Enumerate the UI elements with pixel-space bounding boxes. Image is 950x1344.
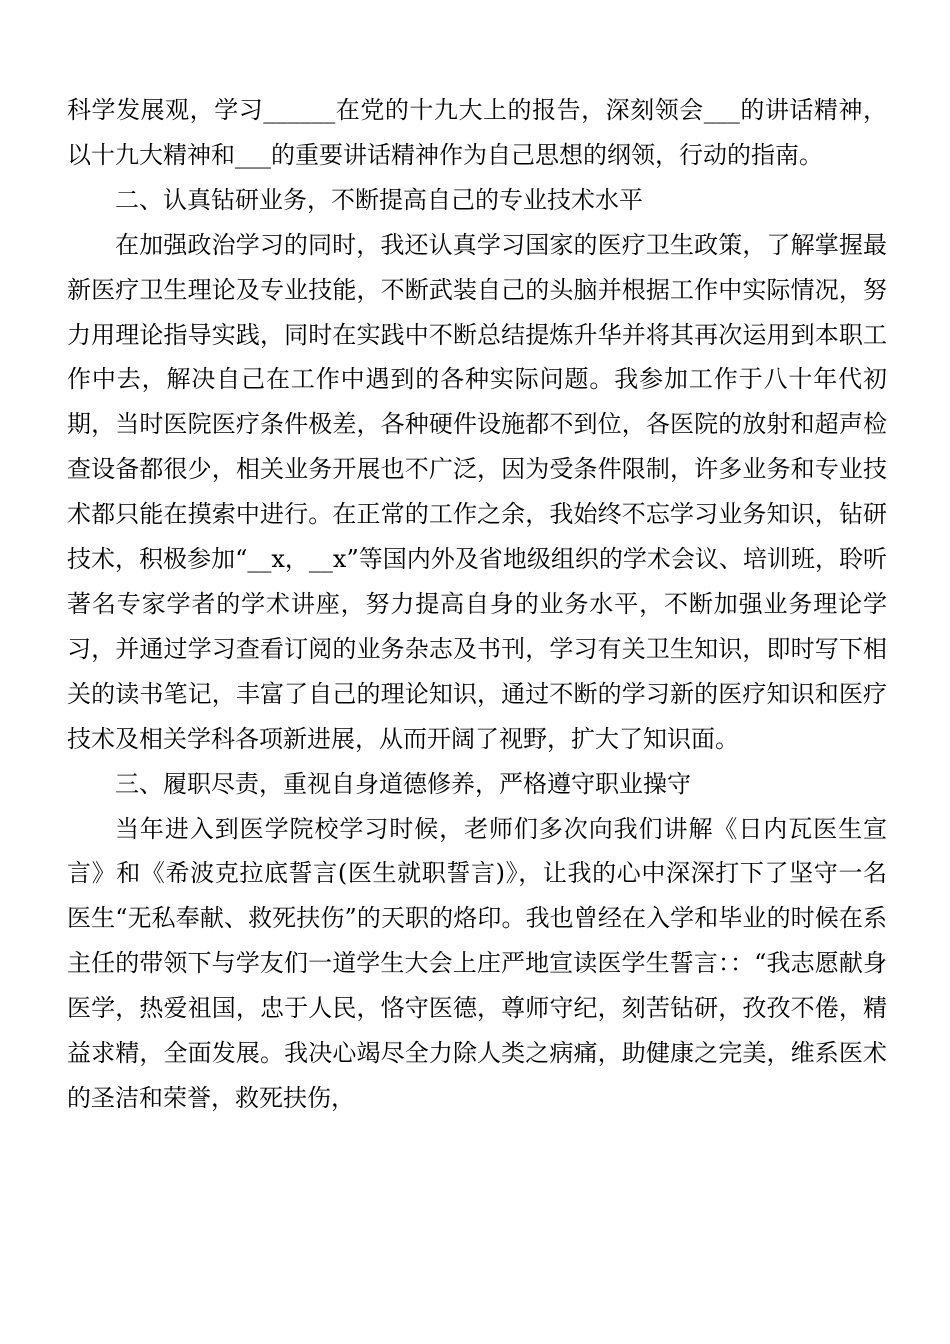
section-heading-business-study: 二、认真钻研业务，不断提高自己的专业技术水平 [115, 185, 643, 214]
paragraph-business-study: 在加强政治学习的同时，我还认真学习国家的医疗卫生政策，了解掌握最新医疗卫生理论及专业技能，不断武装自己的头脑并根据工作中实际情况，努力用理论指导实践，同时在实践中不断总结提炼升华并将其再次运用到本职工作中去，解决自己在工作中遇到的各种实际问题。我参加工作于八十年代初期，当时医院医疗条件极差，各种硬件设施都不到位，各医院的放射和超声检查设备都很少，相关业务开展也不广泛，因为受条件限制，许多业务和专业技术都只能在摸索中进行。在正常的工作之余，我始终不忘学习业务知识，钻研技术，积极参加“__x，__x”等国内外及省地级组织的学术会议、培训班，聆听著名专家学者的学术讲座，努力提高自身的业务水平，不断加强业务理论学习，并通过学习查看订阅的业务杂志及书刊，学习有关卫生知识，即时写下相关的读书笔记，丰富了自己的理论知识，通过不断的学习新的医疗知识和医疗技术及相关学科各项新进展，从而开阔了视野，扩大了知识面。 [67, 230, 887, 753]
paragraph-party-study-continued: 科学发展观，学习______在党的十九大上的报告，深刻领会___的讲话精神，以十九大精神和___的重要讲话精神作为自己思想的纲领，行动的指南。 [67, 96, 887, 169]
paragraph-ethics: 当年进入到医学院校学习时候，老师们多次向我们讲解《日内瓦医生宣言》和《希波克拉底誓言(医生就职誓言)》，让我的心中深深打下了坚守一名医生“无私奉献、救死扶伤”的天职的烙印。我也曾经在入学和毕业的时候在系主任的带领下与学友们一道学生大会上庄严地宣读医学生誓言：：“我志愿献身医学，热爱祖国，忠于人民，恪守医德，尊师守纪，刻苦钻研，孜孜不倦，精益求精，全面发展。我决心竭尽全力除人类之病痛，助健康之完美，维系医术的圣洁和荣誉，救死扶伤， [67, 814, 887, 1112]
section-heading-ethics: 三、履职尽责，重视自身道德修养，严格遵守职业操守 [115, 769, 691, 798]
document-body [67, 88, 887, 1121]
